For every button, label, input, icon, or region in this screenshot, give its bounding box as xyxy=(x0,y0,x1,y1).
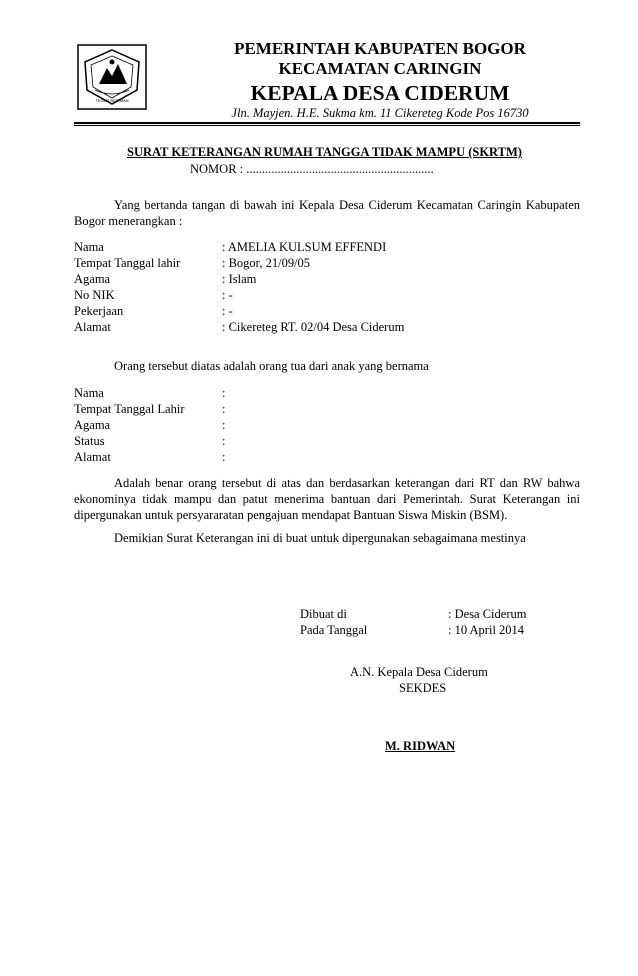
person-job-label: Pekerjaan xyxy=(74,304,124,318)
document-title: SURAT KETERANGAN RUMAH TANGGA TIDAK MAMPU (SKRTM) xyxy=(127,145,522,159)
person-address-value: : Cikereteg RT. 02/04 Desa Ciderum xyxy=(222,320,405,334)
issued-at-label: Dibuat di xyxy=(300,607,347,621)
person-name-value: : AMELIA KULSUM EFFENDI xyxy=(222,240,387,254)
closing-statement: Demikian Surat Keterangan ini di buat untuk dipergunakan sebagaimana mestinya xyxy=(114,531,526,545)
child-address-label: Alamat xyxy=(74,450,111,464)
child-intro: Orang tersebut diatas adalah orang tua dari anak yang bernama xyxy=(114,359,429,373)
person-religion-value: : Islam xyxy=(222,272,257,286)
child-address-value: : xyxy=(222,450,226,464)
person-birth-value: : Bogor, 21/09/05 xyxy=(222,256,311,270)
person-birth-label: Tempat Tanggal lahir xyxy=(74,256,181,270)
header-divider-thin xyxy=(74,125,580,126)
person-address-label: Alamat xyxy=(74,320,111,334)
child-religion-value: : xyxy=(222,418,226,432)
signatory-name: M. RIDWAN xyxy=(385,739,456,753)
header-address: Jln. Mayjen. H.E. Sukma km. 11 Cikereteg Kode Pos 16730 xyxy=(231,106,529,120)
child-birth-value: : xyxy=(222,402,226,416)
child-status-label: Status xyxy=(74,434,105,448)
child-name-value: : xyxy=(222,386,226,400)
intro-paragraph xyxy=(74,197,580,229)
person-nik-label: No NIK xyxy=(74,288,115,302)
header-district: KECAMATAN CARINGIN xyxy=(278,59,482,78)
person-nik-value: : - xyxy=(222,288,233,302)
svg-text:TEGAR BERIMAN: TEGAR BERIMAN xyxy=(95,98,129,103)
issued-at-value: : Desa Ciderum xyxy=(448,607,527,621)
header-village-head: KEPALA DESA CIDERUM xyxy=(250,81,510,105)
body-text: Adalah benar orang tersebut di atas dan berdasarkan keterangan dari RT dan RW bahwa ekonominya tidak mampu dan patut menerima bantuan dari Pemerintah. Surat Keterangan ini dipergunakan untuk persyararatan pengajuan mendapat Bantuan Siswa Miskin (BSM). xyxy=(74,476,580,522)
person-religion-label: Agama xyxy=(74,272,111,286)
signatory-role: SEKDES xyxy=(399,681,447,695)
issued-date-label: Pada Tanggal xyxy=(300,623,368,637)
document-number: NOMOR : ............................................................ xyxy=(190,162,434,176)
intro-text: Yang bertanda tangan di bawah ini Kepala Desa Ciderum Kecamatan Caringin Kabupaten Bogor menerangkan : xyxy=(74,198,580,228)
signatory-on-behalf: A.N. Kepala Desa Ciderum xyxy=(350,665,488,679)
child-status-value: : xyxy=(222,434,226,448)
person-name-label: Nama xyxy=(74,240,104,254)
header-divider xyxy=(74,122,580,124)
kabupaten-bogor-emblem-icon xyxy=(77,44,147,110)
person-job-value: : - xyxy=(222,304,233,318)
header-government: PEMERINTAH KABUPATEN BOGOR xyxy=(234,39,526,58)
child-name-label: Nama xyxy=(74,386,104,400)
child-birth-label: Tempat Tanggal Lahir xyxy=(74,402,185,416)
child-religion-label: Agama xyxy=(74,418,111,432)
issued-date-value: : 10 April 2014 xyxy=(448,623,525,637)
body-paragraph xyxy=(74,475,580,523)
